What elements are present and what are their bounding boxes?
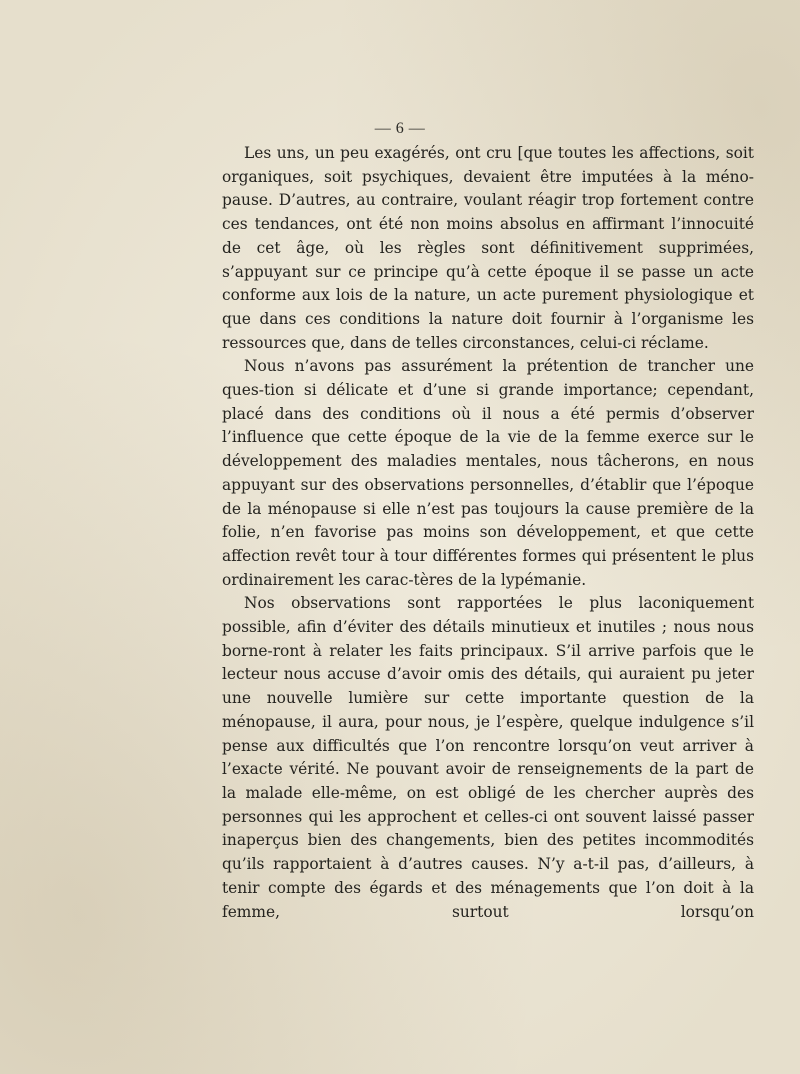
body-text bbox=[222, 142, 754, 924]
page-number: — 6 — bbox=[374, 120, 426, 137]
paragraph-3: Nos observations sont rapportées le plus laconiquement possible, afin d’éviter des détails minutieux et inutiles ; nous nous borne-ront à relater les faits principaux. S’il arrive parfois que le lecteur nous accuse d’avoir omis des détails, qui auraient pu jeter une nouvelle lumière sur cette importante question de la ménopause, il aura, pour nous, je l’espère, quelque indulgence s’il pense aux difficultés que l’on rencontre lorsqu’on veut arriver à l’exacte vérité. Ne pouvant avoir de renseignements de la part de la malade elle-même, on est obligé de les chercher auprès des personnes qui les approchent et celles-ci ont souvent laissé passer inaperçus bien des changements, bien des petites incommodités qu’ils rapportaient à d’autres causes. N’y a-t-il pas, d’ailleurs, à tenir compte des égards et des ménagements que l’on doit à la femme, surtout lorsqu’on bbox=[222, 594, 754, 921]
paragraph-1: Les uns, un peu exagérés, ont cru [que toutes les affections, soit organiques, soit psychiques, devaient être imputées à la méno-pause. D’autres, au contraire, voulant réagir trop fortement contre ces tendances, ont été non moins absolus en affirmant l’innocuité de cet âge, où les règles sont définitivement supprimées, s’appuyant sur ce principe qu’à cette époque il se passe un acte conforme aux lois de la nature, un acte purement physiologique et que dans ces conditions la nature doit fournir à l’organisme les ressources que, dans de telles circonstances, celui-ci réclame. bbox=[222, 144, 754, 352]
paragraph-2: Nous n’avons pas assurément la prétention de trancher une ques-tion si délicate et d’une si grande importance; cependant, placé dans des conditions où il nous a été permis d’observer l’influence que cette époque de la vie de la femme exerce sur le développement des maladies mentales, nous tâcherons, en nous appuyant sur des observations personnelles, d’établir que l’époque de la ménopause si elle n’est pas toujours la cause première de la folie, n’en favorise pas moins son développement, et que cette affection revêt tour à tour différentes formes qui présentent le plus ordinairement les carac-tères de la lypémanie. bbox=[222, 357, 754, 589]
